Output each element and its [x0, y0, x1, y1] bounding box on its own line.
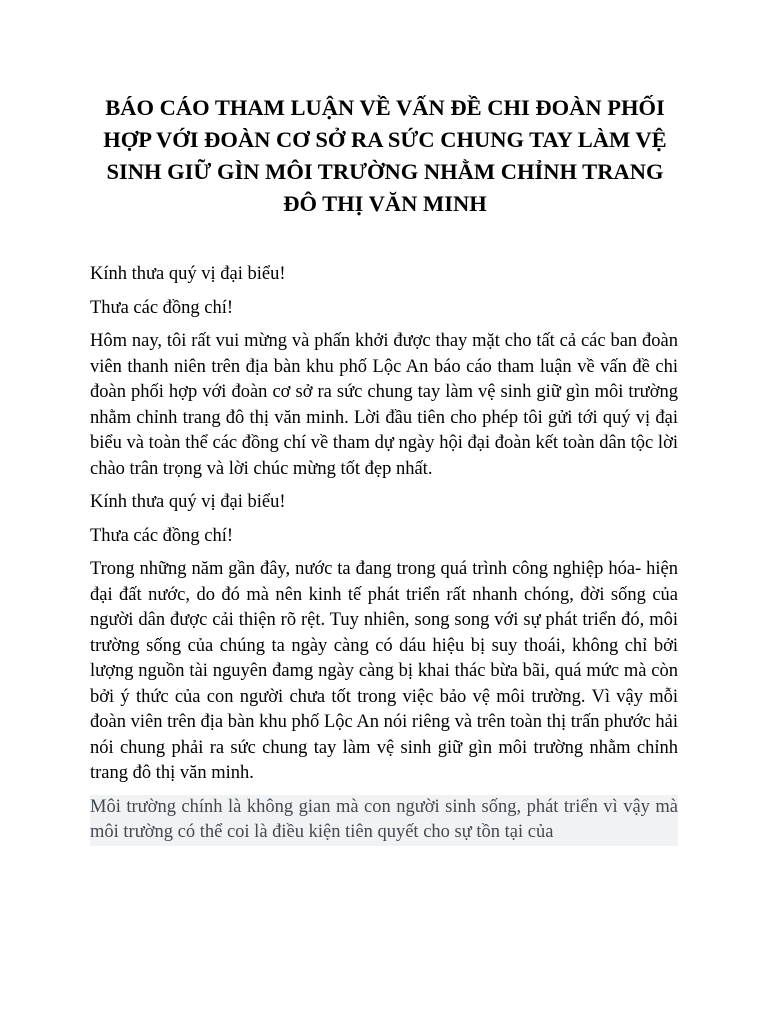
body-paragraph: Trong những năm gần đây, nước ta đang trong quá trình công nghiệp hóa- hiện đại đất nước, do đó mà nên kinh tế phát triển rất nhanh chóng, đời sống của người dân được cải thiện rõ rệt. Tuy nhiên, song song với sự phát triển đó, môi trường sống của chúng ta ngày càng có dáu hiệu bị suy thoái, không chỉ bởi lượng nguồn tài nguyên đamg ngày càng bị khai thác bừa bãi, quá mức mà còn bởi ý thức của con người chưa tốt trong việc bảo vệ môi trường. Vì vậy mỗi đoàn viên trên địa bàn khu phố Lộc An nói riêng và trên toàn thị trấn phước hải nói chung phải ra sức chung tay làm vệ sinh giữ gìn môi trường nhằm chỉnh trang đô thị văn minh. [90, 559, 678, 783]
highlighted-paragraph: Môi trường chính là không gian mà con người sinh sống, phát triển vì vậy mà môi trường có thể coi là điều kiện tiên quyết cho sự tồn tại của [90, 795, 678, 846]
document-body [90, 262, 678, 854]
body-paragraph: Hôm nay, tôi rất vui mừng và phấn khởi được thay mặt cho tất cả các ban đoàn viên thanh niên trên địa bàn khu phố Lộc An báo cáo tham luận về vấn đề chi đoàn phối hợp với đoàn cơ sở ra sức chung tay làm vệ sinh giữ gìn môi trường nhằm chỉnh trang đô thị văn minh. Lời đầu tiên cho phép tôi gửi tới quý vị đại biểu và toàn thể các đồng chí về tham dự ngày hội đại đoàn kết toàn dân tộc lời chào trân trọng và lời chúc mừng tốt đẹp nhất. [90, 331, 678, 479]
greeting-paragraph: Kính thưa quý vị đại biểu! [90, 264, 286, 284]
greeting-paragraph: Kính thưa quý vị đại biểu! [90, 492, 286, 512]
greeting-paragraph: Thưa các đồng chí! [90, 297, 234, 318]
document-title: BÁO CÁO THAM LUẬN VỀ VẤN ĐỀ CHI ĐOÀN PHỐI HỢP VỚI ĐOÀN CƠ SỞ RA SỨC CHUNG TAY LÀM VỆ SINH GIỮ GÌN MÔI TRƯỜNG NHẰM CHỈNH TRANG ĐÔ THỊ VĂN MINH [103, 95, 667, 216]
greeting-paragraph: Thưa các đồng chí! [90, 525, 234, 546]
